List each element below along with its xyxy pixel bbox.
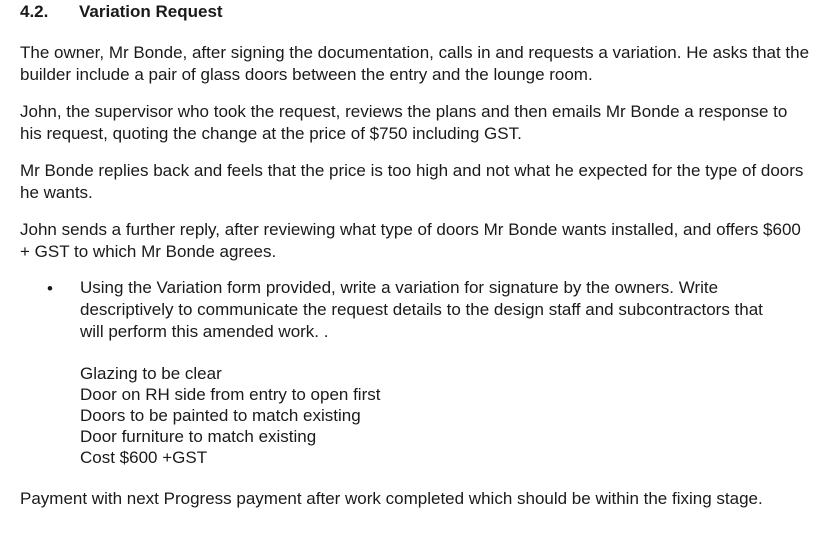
bullet-icon: • — [47, 279, 53, 298]
detail-door-open: Door on RH side from entry to open first — [80, 385, 381, 404]
paragraph-payment: Payment with next Progress payment after work completed which should be within the fixing stage. — [20, 489, 763, 508]
detail-glazing: Glazing to be clear — [80, 364, 222, 383]
task-instructions: Using the Variation form provided, write a variation for signature by the owners. Write descriptively to communicate the request details to the design staff and subcontractors that will perform this amended work. . — [80, 278, 763, 341]
detail-paint: Doors to be painted to match existing — [80, 406, 361, 425]
paragraph-further-reply: John sends a further reply, after reviewing what type of doors Mr Bonde wants installed, and offers $600 + GST to which Mr Bonde agrees. — [20, 220, 801, 261]
detail-cost: Cost $600 +GST — [80, 448, 208, 467]
paragraph-owner-request: The owner, Mr Bonde, after signing the documentation, calls in and requests a variation. He asks that the builder include a pair of glass doors between the entry and the lounge room. — [20, 43, 810, 84]
detail-furniture: Door furniture to match existing — [80, 427, 317, 446]
paragraph-owner-reply: Mr Bonde replies back and feels that the price is too high and not what he expected for the type of doors he wants. — [20, 161, 804, 202]
variation-details-list — [80, 363, 380, 468]
section-title: Variation Request — [79, 2, 223, 21]
section-heading — [20, 2, 223, 22]
section-number: 4.2. — [20, 2, 49, 21]
paragraph-supervisor-response: John, the supervisor who took the request, reviews the plans and then emails Mr Bonde a response to his request, quoting the change at the price of $750 including GST. — [20, 102, 788, 143]
